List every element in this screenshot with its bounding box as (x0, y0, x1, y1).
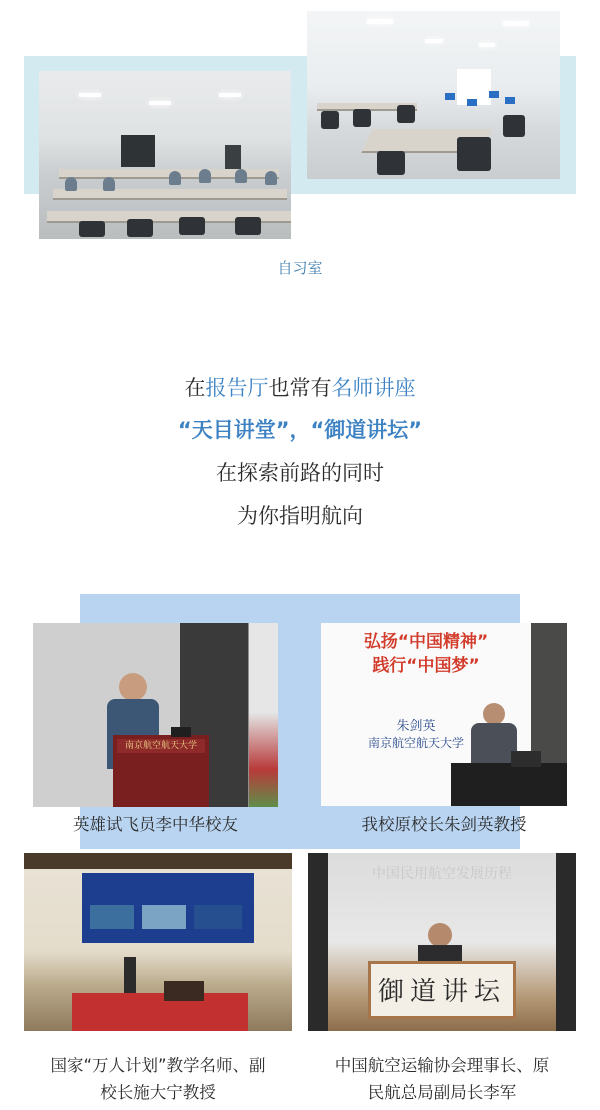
study-room-photo-left (39, 71, 291, 239)
lecture-photo-1 (33, 623, 278, 807)
lecture-caption-4-line-2: 民航总局副局长李军 (367, 1083, 517, 1102)
intro-line-3: 在探索前路的同时 (216, 461, 384, 485)
lecture-photo-4 (308, 853, 576, 1031)
intro-line-4: 为你指明航向 (237, 504, 363, 528)
lecture-caption-2: 我校原校长朱剑英教授 (361, 815, 527, 834)
study-room-photo-right (307, 11, 560, 179)
screen-title-1: 弘扬“中国精神” (363, 632, 489, 652)
screen-speaker-name: 朱剑英 (396, 719, 436, 734)
lecture-caption-3-line-2: 校长施大宁教授 (100, 1083, 216, 1102)
lectern-label: 南京航空航天大学 (117, 739, 205, 753)
study-room-caption: 自习室 (277, 259, 323, 277)
intro-line-1-part-1: 在 (184, 376, 206, 400)
lecture-photo-2 (321, 623, 567, 806)
lectern-board-text: 御道讲坛 (377, 977, 506, 1007)
screen-title-2: 践行“中国梦” (372, 656, 480, 676)
intro-line-1 (0, 372, 600, 402)
screen-speaker-org: 南京航空航天大学 (367, 736, 464, 750)
intro-highlight-hall: 报告厅 (205, 376, 269, 400)
intro-highlight-lecture: 名师讲座 (331, 376, 416, 400)
lecture-caption-3-line-1: 国家“万人计划”教学名师、副 (50, 1056, 266, 1075)
screen-title: 中国民用航空发展历程 (372, 866, 512, 882)
lecture-caption-1: 英雄试飞员李中华校友 (73, 815, 238, 834)
lecture-caption-4-line-1: 中国航空运输协会理事长、原 (334, 1056, 550, 1075)
lecture-photo-3 (24, 853, 292, 1031)
intro-line-1-part-3: 也常有 (268, 376, 332, 400)
intro-line-2: “天目讲堂”，“御道讲坛” (177, 418, 423, 442)
